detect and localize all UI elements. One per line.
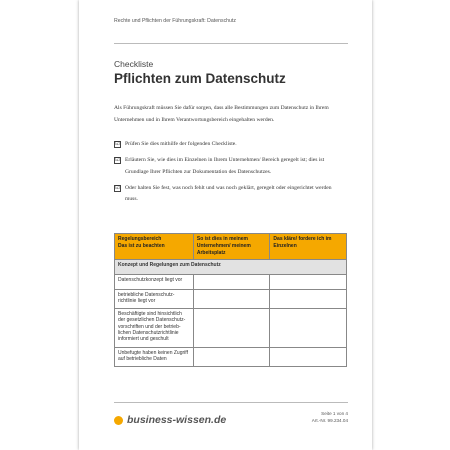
row-label: Beschäftigte sind hinsichtlich der gesetzlichen Datenschutz-vorschriften und der betrieb-lichen Datenschutzrichtlinie informiert und geschult	[115, 309, 194, 348]
instruction-list	[114, 139, 342, 210]
brand-name: business-wissen.de	[127, 414, 227, 426]
page-number: Seite 1 von 4	[321, 411, 348, 416]
list-item	[114, 183, 342, 206]
row-label: betriebliche Datenschutz-richtlinie liegt vor	[115, 290, 194, 309]
action-cell[interactable]	[270, 309, 347, 348]
list-item	[114, 155, 342, 178]
list-item-text: Erläutern Sie, wie dies im Einzelnen in Ihrem Unternehmen/ Bereich geregelt ist; dies ist Grundlage Ihrer Pflichten zur Dokumentation des Datenschutzes.	[125, 157, 325, 175]
action-cell[interactable]	[270, 275, 347, 290]
page-info	[312, 410, 348, 424]
document-page	[79, 0, 372, 450]
brand-dot-icon	[114, 416, 123, 425]
action-cell[interactable]	[270, 290, 347, 309]
table-row	[115, 309, 347, 348]
table-section-row	[115, 260, 347, 275]
column-header-line: Regelungsbereich	[118, 236, 162, 242]
column-header-area	[115, 234, 194, 260]
status-cell[interactable]	[193, 309, 270, 348]
action-cell[interactable]	[270, 348, 347, 367]
status-cell[interactable]	[193, 290, 270, 309]
row-label: Unbefugte haben keinen Zugriff auf betriebliche Daten	[115, 348, 194, 367]
checkbox-icon: ☑	[115, 142, 120, 147]
document-kicker: Checkliste	[114, 59, 154, 69]
table-row	[115, 348, 347, 367]
status-cell[interactable]	[193, 348, 270, 367]
checkbox-icon: ☑	[115, 158, 120, 164]
header-divider	[114, 43, 348, 44]
list-item	[114, 139, 342, 151]
intro-paragraph: Als Führungskraft müssen Sie dafür sorgen, dass alle Bestimmungen zum Datenschutz in Ihrem Unternehmen und in Ihrem Verantwortungsbereich eingehalten werden.	[114, 105, 329, 123]
column-header-action: Das kläre/ fordere ich im Einzelnen	[270, 234, 347, 260]
row-label: Datenschutzkonzept liegt vor	[115, 275, 194, 290]
table-row	[115, 275, 347, 290]
page-title: Pflichten zum Datenschutz	[114, 71, 286, 86]
status-cell[interactable]	[193, 275, 270, 290]
list-item-text: Oder halten Sie fest, was noch fehlt und was noch geklärt, geregelt oder eingerichtet werden muss.	[125, 184, 332, 203]
brand-logo	[114, 414, 226, 426]
column-header-status: So ist dies in meinem Unternehmen/ meinem Arbeitsplatz	[193, 234, 270, 260]
table-row	[115, 290, 347, 309]
table-header-row	[115, 234, 347, 260]
column-header-line: Das ist zu beachten	[118, 243, 165, 249]
checkbox-icon: ☑	[115, 185, 120, 191]
article-number: Art.-Nr. 99.234.04	[311, 418, 348, 423]
footer-divider	[114, 402, 348, 403]
running-header: Rechte und Pflichten der Führungskraft: Datenschutz	[114, 18, 236, 24]
section-title: Konzept und Regelungen zum Datenschutz	[115, 260, 347, 275]
list-item-text: Prüfen Sie dies mithilfe der folgenden Checkliste.	[125, 141, 237, 147]
checklist-table	[114, 233, 347, 367]
